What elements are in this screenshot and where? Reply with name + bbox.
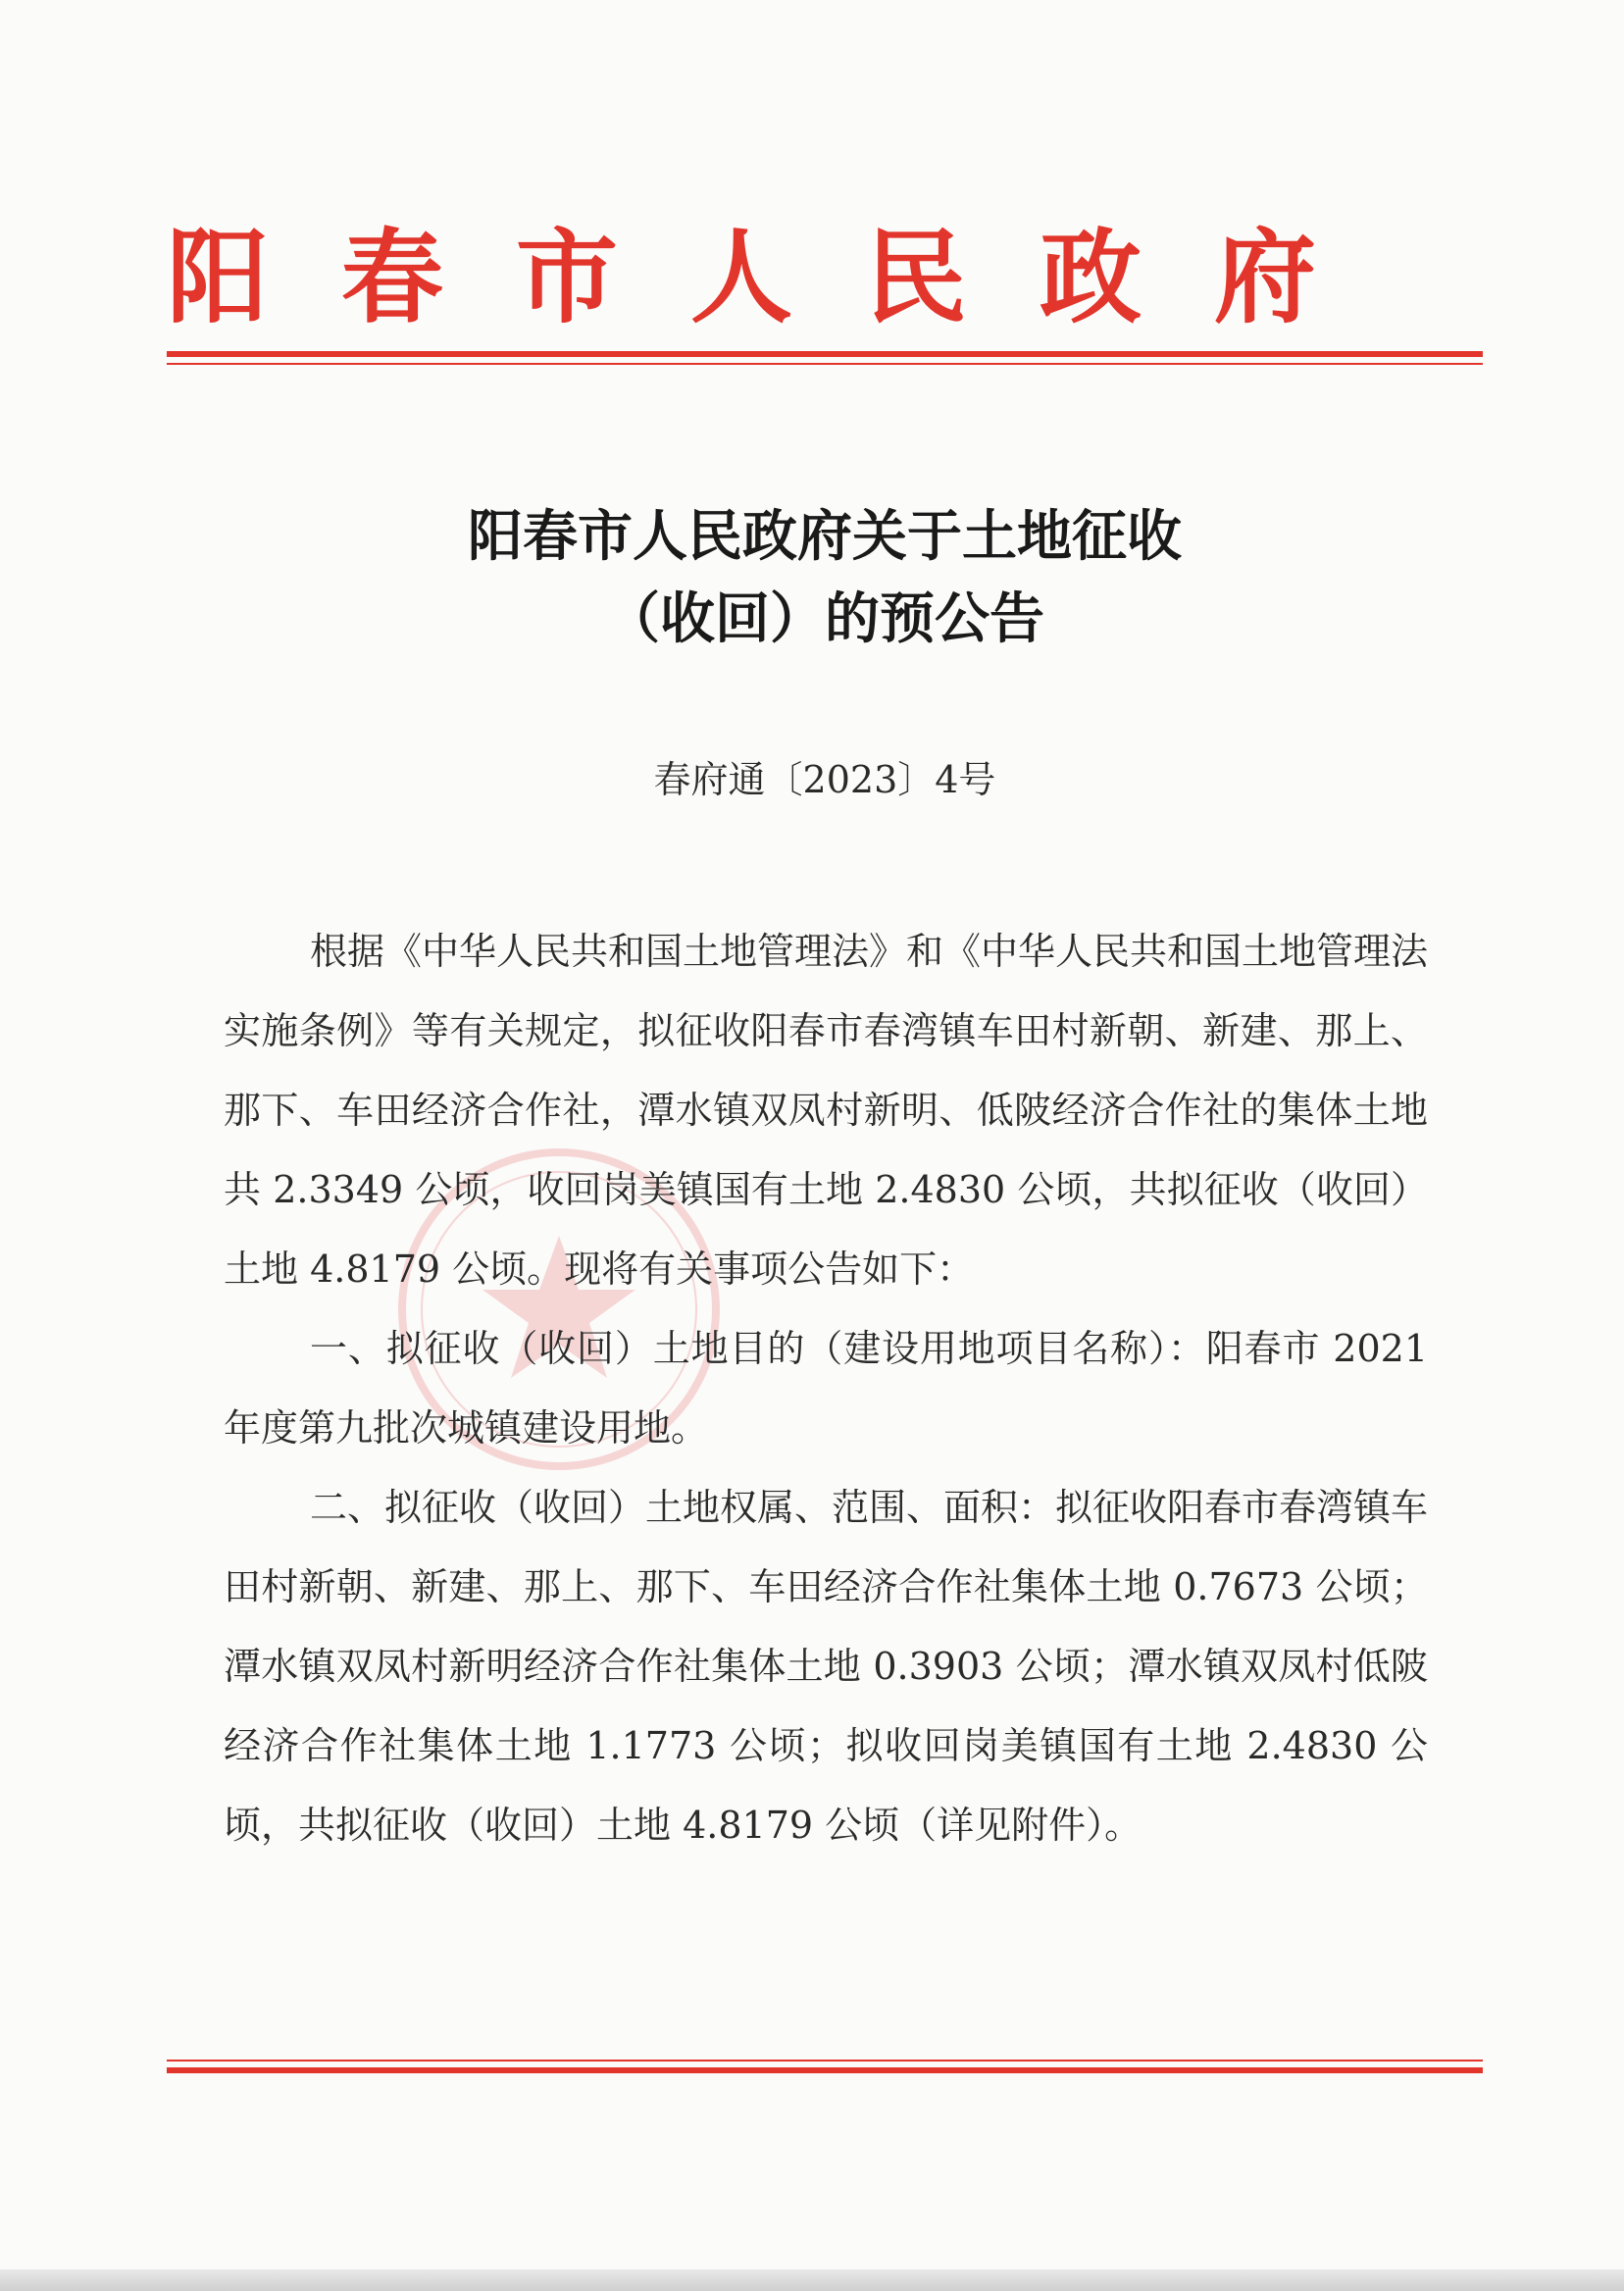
scan-edge xyxy=(0,2269,1624,2291)
document-body xyxy=(224,912,1428,1865)
issuer-masthead: 阳春市人民政府 xyxy=(167,217,1390,337)
footer-divider-thin xyxy=(167,2060,1483,2062)
document-title-line-2: （收回）的预公告 xyxy=(605,586,1044,651)
body-paragraph-intro: 根据《中华人民共和国土地管理法》和《中华人民共和国土地管理法实施条例》等有关规定，拟征收阳春市春湾镇车田村新朝、新建、那上、那下、车田经济合作社，潭水镇双凤村新明、低陂经济合作社的集体土地共 2.3349 公顷，收回岗美镇国有土地 2.4830 公顷，共拟征收（收回）土地 4.8179 公顷。现将有关事项公告如下： xyxy=(224,930,1429,1291)
body-paragraph-purpose: 一、拟征收（收回）土地目的（建设用地项目名称）：阳春市 2021 年度第九批次城镇建设用地。 xyxy=(224,1327,1428,1450)
masthead-divider-thick xyxy=(167,351,1483,357)
masthead-divider-thin xyxy=(167,363,1483,365)
body-paragraph-scope: 二、拟征收（收回）土地权属、范围、面积：拟征收阳春市春湾镇车田村新朝、新建、那上、那下、车田经济合作社集体土地 0.7673 公顷；潭水镇双凤村新明经济合作社集体土地 0.3903 公顷；潭水镇双凤村低陂经济合作社集体土地 1.1773 公顷；拟收回岗美镇国有土地 2.4830 公顷，共拟征收（收回）土地 4.8179 公顷（详见附件）。 xyxy=(224,1486,1429,1847)
footer-divider-thick xyxy=(167,2067,1483,2073)
document-title-line-1: 阳春市人民政府关于土地征收 xyxy=(468,504,1182,569)
document-number: 春府通〔2023〕4号 xyxy=(653,758,996,801)
